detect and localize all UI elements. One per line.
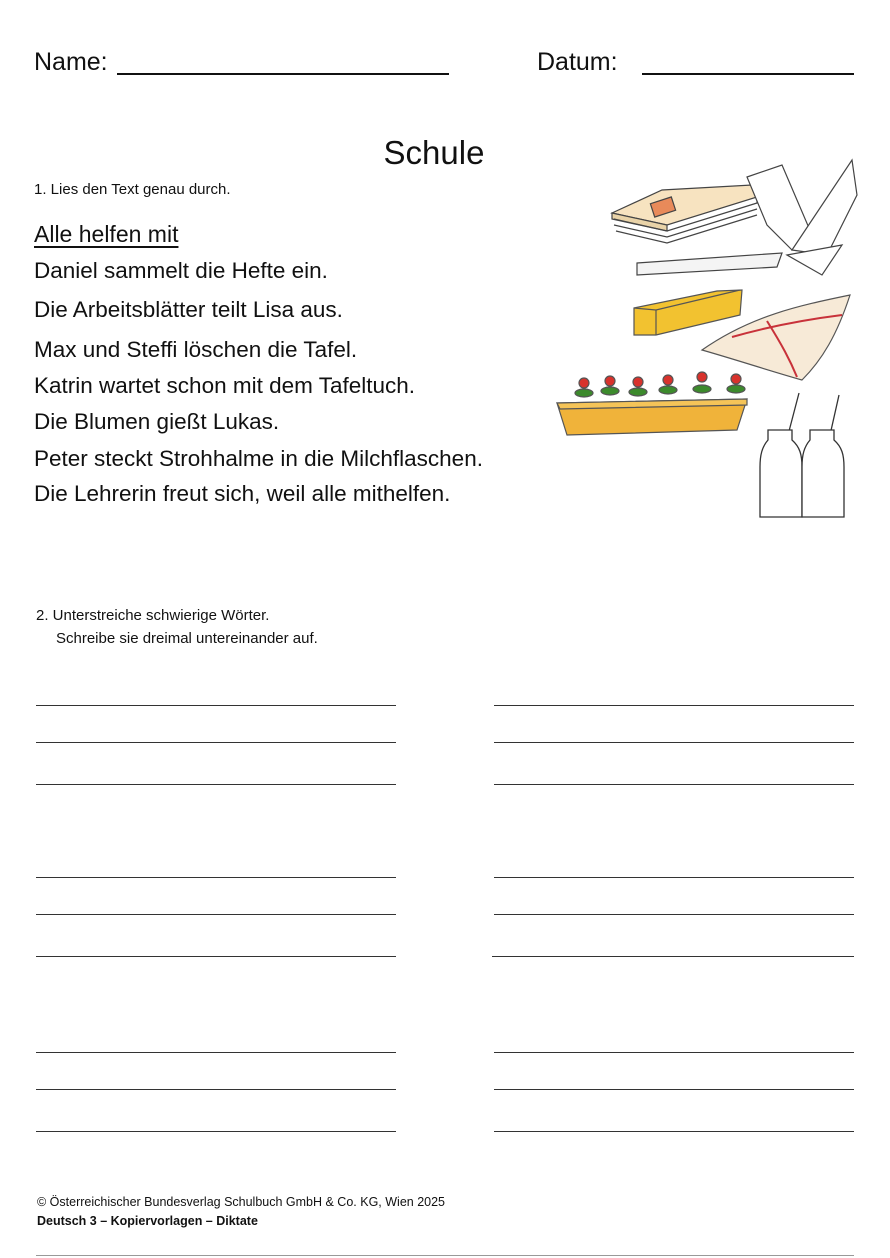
date-label: Datum:	[537, 48, 618, 76]
writing-line[interactable]	[494, 784, 854, 785]
writing-line[interactable]	[36, 956, 396, 957]
milk-bottles-icon	[760, 393, 844, 517]
story-line-4: Katrin wartet schon mit dem Tafeltuch.	[34, 373, 416, 398]
notebooks-icon	[612, 160, 857, 275]
writing-line[interactable]	[36, 914, 396, 915]
story-line-5: Die Blumen gießt Lukas.	[34, 409, 280, 434]
task-2-instruction: 2. Unterstreiche schwierige Wörter.	[36, 607, 270, 624]
writing-line[interactable]	[36, 1131, 396, 1132]
writing-line[interactable]	[494, 914, 854, 915]
writing-line[interactable]	[494, 877, 854, 878]
school-illustration	[552, 155, 862, 525]
writing-line[interactable]	[494, 1089, 854, 1090]
writing-line[interactable]	[36, 1052, 396, 1053]
story-line-7: Die Lehrerin freut sich, weil alle mithelfen.	[34, 481, 451, 506]
writing-line[interactable]	[494, 1131, 854, 1132]
footer-divider	[36, 1255, 854, 1256]
flower-box-icon	[557, 372, 747, 435]
name-label: Name:	[34, 48, 108, 76]
story-line-3: Max und Steffi löschen die Tafel.	[34, 337, 358, 362]
writing-line[interactable]	[36, 784, 396, 785]
task-2-subinstruction: Schreibe sie dreimal untereinander auf.	[56, 630, 318, 647]
page-title: Schule	[383, 134, 485, 171]
sponge-icon	[634, 290, 742, 335]
footer-copyright: © Österreichischer Bundesverlag Schulbuch GmbH & Co. KG, Wien 2025	[37, 1195, 446, 1209]
writing-line[interactable]	[36, 877, 396, 878]
footer-title: Deutsch 3 – Kopiervorlagen – Diktate	[37, 1214, 258, 1228]
writing-line[interactable]	[36, 705, 396, 706]
story-title: Alle helfen mit	[34, 221, 179, 247]
writing-line[interactable]	[36, 1089, 396, 1090]
writing-line[interactable]	[494, 1052, 854, 1053]
task-1-instruction: 1. Lies den Text genau durch.	[34, 181, 231, 198]
writing-line[interactable]	[492, 956, 854, 957]
writing-line[interactable]	[494, 705, 854, 706]
date-field[interactable]	[642, 73, 854, 75]
story-line-2: Die Arbeitsblätter teilt Lisa aus.	[34, 297, 343, 322]
story-line-1: Daniel sammelt die Hefte ein.	[34, 258, 328, 283]
writing-line[interactable]	[36, 742, 396, 743]
writing-line[interactable]	[494, 742, 854, 743]
name-field[interactable]	[117, 73, 449, 75]
story-line-6: Peter steckt Strohhalme in die Milchflaschen.	[34, 446, 483, 471]
